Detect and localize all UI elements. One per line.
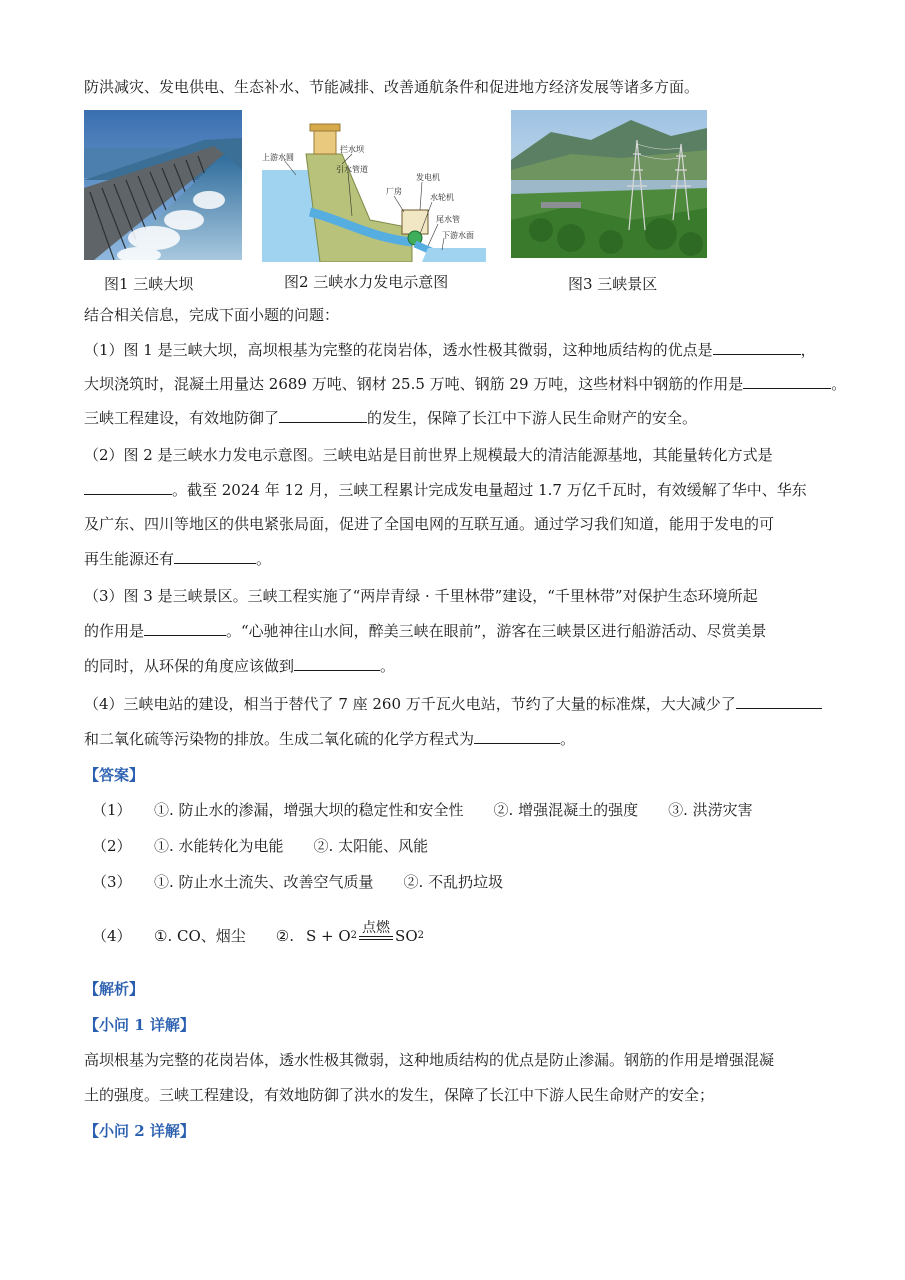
- analysis-header: 【解析】: [84, 980, 145, 998]
- figure-2-hydropower-diagram: [262, 120, 486, 262]
- answer-blank[interactable]: [279, 408, 367, 423]
- prompt-line: 结合相关信息，完成下面小题的问题：: [84, 306, 340, 324]
- label-turbine: 水轮机: [430, 193, 454, 202]
- question-4-line-2: 和二氧化硫等污染物的排放。生成二氧化硫的化学方程式为 。: [84, 730, 576, 748]
- answer-row-3: （3） ①. 防止水土流失、改善空气质量 ②. 不乱扔垃圾: [92, 873, 504, 891]
- answer-row-4: （4） ①. CO、烟尘 ②. S + O 2 点燃 SO 2: [92, 920, 424, 945]
- answer-blank[interactable]: [294, 656, 380, 671]
- figure-3-scenic-photo: [511, 110, 707, 258]
- label-downstream: 下游水面: [442, 231, 474, 240]
- scenic-photo-image: [511, 110, 707, 258]
- question-3-line-3: 的同时，从环保的角度应该做到 。: [84, 657, 396, 675]
- sub-question-1-line-1: 高坝根基为完整的花岗岩体，透水性极其微弱，这种地质结构的优点是防止渗漏。钢筋的作用是增强混凝: [84, 1051, 775, 1069]
- hydropower-diagram: [262, 120, 486, 262]
- label-dam: 拦水坝: [340, 145, 364, 154]
- answer-blank[interactable]: [84, 480, 172, 495]
- question-2-line-1: （2）图 2 是三峡水力发电示意图。三峡电站是目前世界上规模最大的清洁能源基地，其能量转化方式是: [84, 446, 773, 464]
- label-pipe: 引水管道: [336, 165, 368, 174]
- figure-1-dam-photo: [84, 110, 242, 260]
- sub-question-2-header: 【小问 2 详解】: [84, 1122, 195, 1140]
- question-3-line-2: 的作用是 。“心驰神往山水间，醉美三峡在眼前”，游客在三峡景区进行船游活动、尽赏美景: [84, 622, 767, 640]
- label-generator: 发电机: [416, 173, 440, 182]
- answer-blank[interactable]: [713, 340, 801, 355]
- label-tailpipe: 尾水管: [436, 215, 460, 224]
- question-1-line-1: （1）图 1 是三峡大坝，高坝根基为完整的花岗岩体，透水性极其微弱，这种地质结构的优点是 ，: [84, 341, 816, 359]
- answer-row-2: （2） ①. 水能转化为电能 ②. 太阳能、风能: [92, 837, 429, 855]
- answer-blank[interactable]: [736, 694, 822, 709]
- intro-line: 防洪减灾、发电供电、生态补水、节能减排、改善通航条件和促进地方经济发展等诸多方面。: [84, 78, 700, 96]
- label-upstream: 上游水圆: [262, 153, 294, 162]
- figure-1-caption: 图1 三峡大坝: [104, 275, 194, 293]
- question-2-line-2: 。截至 2024 年 12 月，三峡工程累计完成发电量超过 1.7 万亿千瓦时，有效缓解了华中、华东: [84, 480, 807, 500]
- answer-blank[interactable]: [174, 549, 256, 564]
- figure-3-caption: 图3 三峡景区: [568, 275, 658, 293]
- reaction-condition: 点燃: [359, 920, 393, 946]
- answer-blank[interactable]: [743, 374, 831, 389]
- question-4-line-1: （4）三峡电站的建设，相当于替代了 7 座 260 万千瓦火电站，节约了大量的标准煤，大大减少了: [84, 694, 822, 714]
- question-1-line-2: 大坝浇筑时，混凝土用量达 2689 万吨、钢材 25.5 万吨、钢筋 29 万吨，这些材料中钢筋的作用是 。: [84, 375, 847, 393]
- sub-question-1-header: 【小问 1 详解】: [84, 1016, 195, 1034]
- chemical-equation: S + O 2 点燃 SO 2: [305, 920, 424, 945]
- answer-row-1: （1） ①. 防止水的渗漏，增强大坝的稳定性和安全性 ②. 增强混凝土的强度 ③. 洪涝灾害: [92, 801, 753, 819]
- answer-blank[interactable]: [474, 729, 560, 744]
- sub-question-1-line-2: 土的强度。三峡工程建设，有效地防御了洪水的发生，保障了长江中下游人民生命财产的安全；: [84, 1086, 715, 1104]
- answer-header: 【答案】: [84, 766, 145, 784]
- answer-blank[interactable]: [144, 621, 226, 636]
- dam-photo-image: [84, 110, 242, 260]
- question-3-line-1: （3）图 3 是三峡景区。三峡工程实施了“两岸青绿 · 千里林带”建设，“千里林带”对保护生态环境所起: [84, 587, 758, 605]
- question-2-line-3: 及广东、四川等地区的供电紧张局面，促进了全国电网的互联互通。通过学习我们知道，能用于发电的可: [84, 515, 775, 533]
- question-2-line-4: 再生能源还有 。: [84, 550, 272, 568]
- question-1-line-3: 三峡工程建设，有效地防御了 的发生，保障了长江中下游人民生命财产的安全。: [84, 409, 698, 427]
- label-plant: 厂房: [386, 187, 402, 196]
- figure-2-caption: 图2 三峡水力发电示意图: [284, 273, 449, 291]
